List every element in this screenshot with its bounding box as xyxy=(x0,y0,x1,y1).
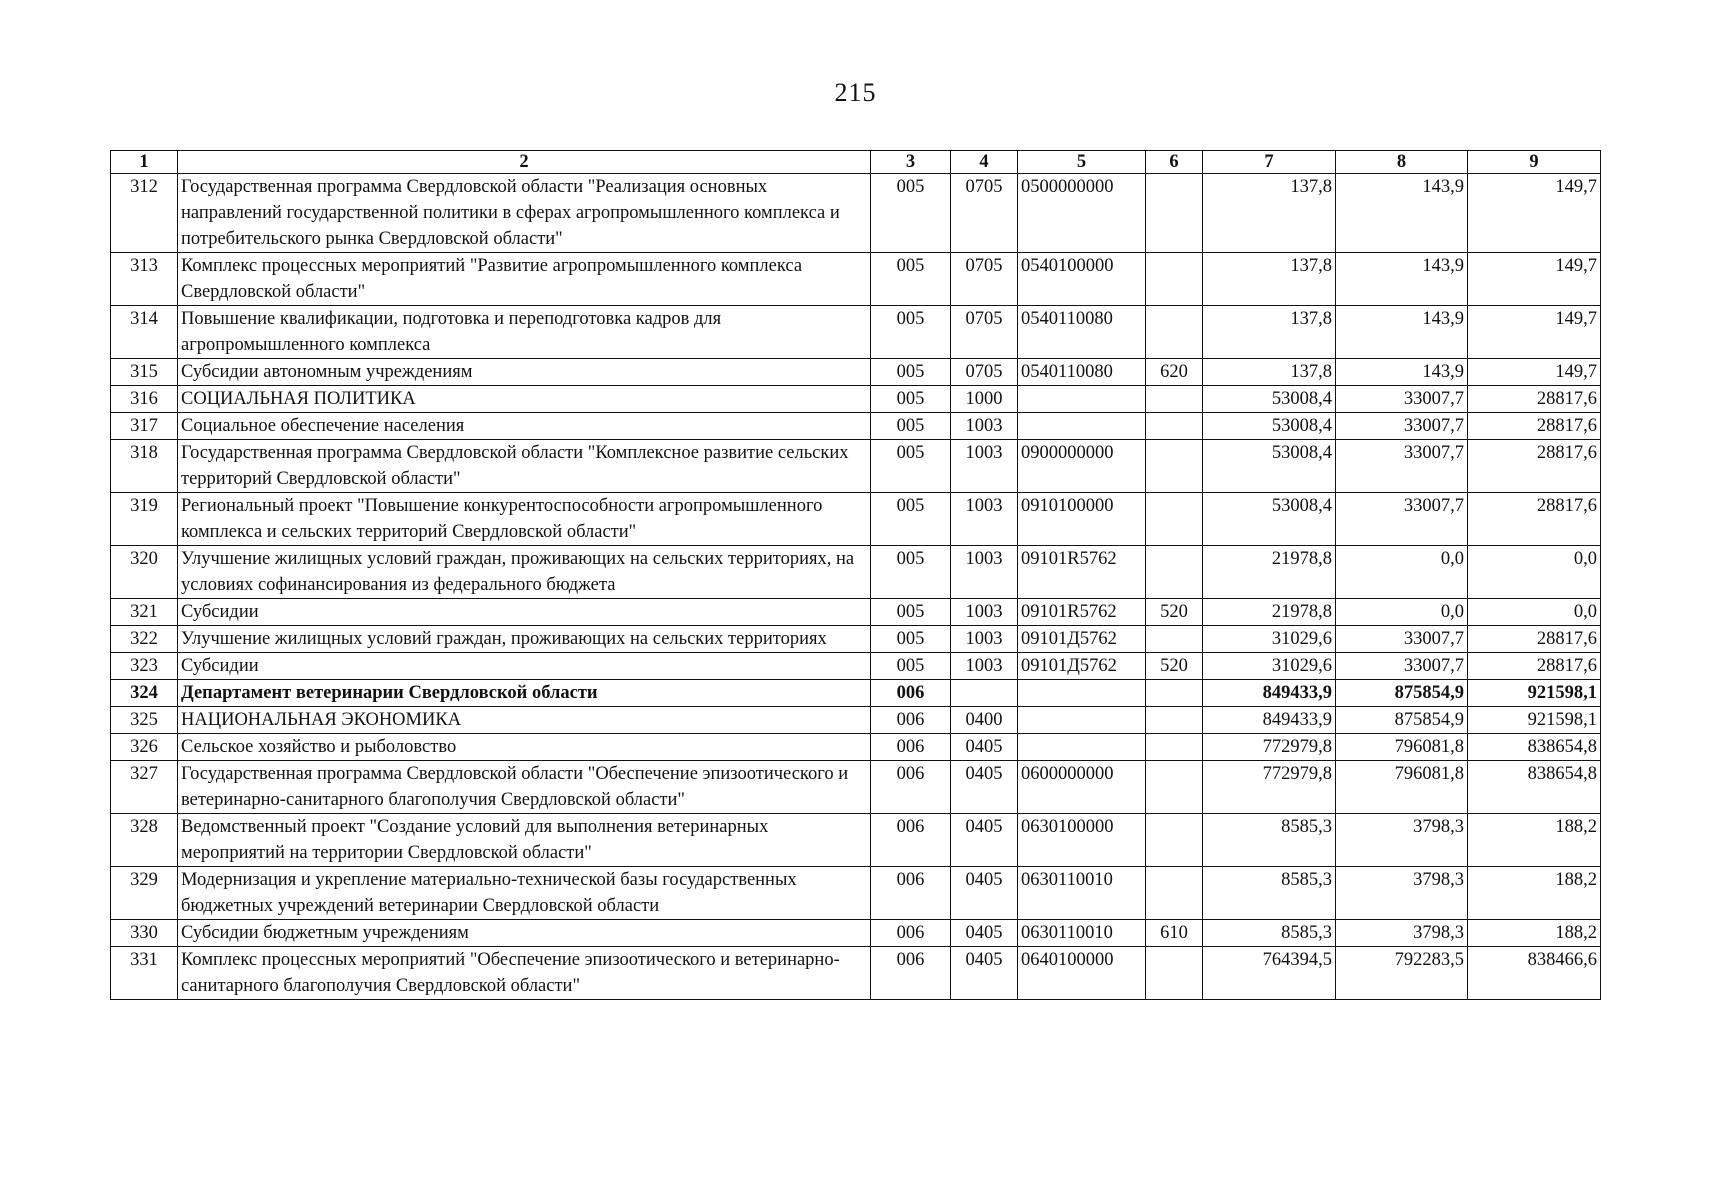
section-code-cell: 0405 xyxy=(951,761,1018,814)
table-body xyxy=(111,174,1601,1000)
amount-year1-cell: 8585,3 xyxy=(1203,814,1336,867)
amount-year2-cell: 0,0 xyxy=(1336,599,1468,626)
row-number-cell: 322 xyxy=(111,626,178,653)
ministry-code-cell: 005 xyxy=(871,359,951,386)
row-number-cell: 316 xyxy=(111,386,178,413)
section-code-cell: 0705 xyxy=(951,306,1018,359)
table-row xyxy=(111,814,1601,867)
row-name-cell: Сельское хозяйство и рыболовство xyxy=(178,734,871,761)
column-header: 3 xyxy=(871,151,951,174)
amount-year1-cell: 8585,3 xyxy=(1203,920,1336,947)
amount-year1-cell: 137,8 xyxy=(1203,253,1336,306)
amount-year1-cell: 137,8 xyxy=(1203,359,1336,386)
section-code-cell: 1003 xyxy=(951,546,1018,599)
budget-table xyxy=(110,150,1601,1000)
expense-type-cell xyxy=(1146,493,1203,546)
amount-year3-cell: 149,7 xyxy=(1468,253,1601,306)
amount-year1-cell: 772979,8 xyxy=(1203,761,1336,814)
table-row xyxy=(111,493,1601,546)
amount-year2-cell: 33007,7 xyxy=(1336,493,1468,546)
table-row xyxy=(111,680,1601,707)
ministry-code-cell: 006 xyxy=(871,680,951,707)
row-name-cell: Ведомственный проект "Создание условий для выполнения ветеринарных мероприятий на территории Свердловской области" xyxy=(178,814,871,867)
row-name-cell: Комплекс процессных мероприятий "Обеспечение эпизоотического и ветеринарно-санитарного благополучия Свердловской области" xyxy=(178,947,871,1000)
column-header: 8 xyxy=(1336,151,1468,174)
column-header: 7 xyxy=(1203,151,1336,174)
amount-year3-cell: 921598,1 xyxy=(1468,680,1601,707)
table-row xyxy=(111,306,1601,359)
target-article-cell: 0630110010 xyxy=(1018,867,1146,920)
table-row xyxy=(111,920,1601,947)
target-article-cell: 0540110080 xyxy=(1018,359,1146,386)
target-article-cell: 0640100000 xyxy=(1018,947,1146,1000)
ministry-code-cell: 006 xyxy=(871,814,951,867)
table-row xyxy=(111,626,1601,653)
row-number-cell: 313 xyxy=(111,253,178,306)
row-number-cell: 317 xyxy=(111,413,178,440)
table-row xyxy=(111,653,1601,680)
table-row xyxy=(111,546,1601,599)
table-row xyxy=(111,440,1601,493)
table-row xyxy=(111,867,1601,920)
target-article-cell: 0630110010 xyxy=(1018,920,1146,947)
column-header: 6 xyxy=(1146,151,1203,174)
amount-year2-cell: 792283,5 xyxy=(1336,947,1468,1000)
target-article-cell: 0900000000 xyxy=(1018,440,1146,493)
expense-type-cell xyxy=(1146,680,1203,707)
target-article-cell: 0540110080 xyxy=(1018,306,1146,359)
expense-type-cell xyxy=(1146,761,1203,814)
row-name-cell: Департамент ветеринарии Свердловской области xyxy=(178,680,871,707)
row-name-cell: Региональный проект "Повышение конкурентоспособности агропромышленного комплекса и сельских территорий Свердловской области" xyxy=(178,493,871,546)
target-article-cell: 0540100000 xyxy=(1018,253,1146,306)
row-number-cell: 315 xyxy=(111,359,178,386)
section-code-cell: 0705 xyxy=(951,174,1018,253)
amount-year1-cell: 53008,4 xyxy=(1203,386,1336,413)
target-article-cell: 0910100000 xyxy=(1018,493,1146,546)
ministry-code-cell: 005 xyxy=(871,174,951,253)
amount-year1-cell: 137,8 xyxy=(1203,174,1336,253)
row-number-cell: 325 xyxy=(111,707,178,734)
target-article-cell: 09101R5762 xyxy=(1018,599,1146,626)
target-article-cell xyxy=(1018,707,1146,734)
row-name-cell: Социальное обеспечение населения xyxy=(178,413,871,440)
section-code-cell: 0705 xyxy=(951,359,1018,386)
amount-year3-cell: 28817,6 xyxy=(1468,493,1601,546)
expense-type-cell xyxy=(1146,734,1203,761)
section-code-cell: 0400 xyxy=(951,707,1018,734)
amount-year3-cell: 28817,6 xyxy=(1468,626,1601,653)
section-code-cell: 0405 xyxy=(951,947,1018,1000)
target-article-cell: 09101R5762 xyxy=(1018,546,1146,599)
section-code-cell: 1003 xyxy=(951,413,1018,440)
row-number-cell: 329 xyxy=(111,867,178,920)
amount-year1-cell: 21978,8 xyxy=(1203,546,1336,599)
row-number-cell: 328 xyxy=(111,814,178,867)
target-article-cell xyxy=(1018,386,1146,413)
column-header: 9 xyxy=(1468,151,1601,174)
expense-type-cell xyxy=(1146,440,1203,493)
amount-year1-cell: 53008,4 xyxy=(1203,493,1336,546)
amount-year2-cell: 33007,7 xyxy=(1336,386,1468,413)
target-article-cell: 09101Д5762 xyxy=(1018,626,1146,653)
amount-year1-cell: 21978,8 xyxy=(1203,599,1336,626)
expense-type-cell xyxy=(1146,386,1203,413)
target-article-cell xyxy=(1018,734,1146,761)
expense-type-cell: 520 xyxy=(1146,653,1203,680)
column-header: 2 xyxy=(178,151,871,174)
row-number-cell: 326 xyxy=(111,734,178,761)
expense-type-cell xyxy=(1146,174,1203,253)
amount-year3-cell: 838654,8 xyxy=(1468,734,1601,761)
section-code-cell: 0405 xyxy=(951,867,1018,920)
amount-year1-cell: 772979,8 xyxy=(1203,734,1336,761)
amount-year3-cell: 149,7 xyxy=(1468,174,1601,253)
ministry-code-cell: 006 xyxy=(871,761,951,814)
amount-year3-cell: 188,2 xyxy=(1468,867,1601,920)
ministry-code-cell: 005 xyxy=(871,413,951,440)
target-article-cell: 0600000000 xyxy=(1018,761,1146,814)
amount-year1-cell: 764394,5 xyxy=(1203,947,1336,1000)
expense-type-cell xyxy=(1146,947,1203,1000)
row-name-cell: Государственная программа Свердловской области "Комплексное развитие сельских территорий Свердловской области" xyxy=(178,440,871,493)
row-name-cell: Субсидии xyxy=(178,653,871,680)
ministry-code-cell: 006 xyxy=(871,920,951,947)
table-row xyxy=(111,599,1601,626)
expense-type-cell xyxy=(1146,626,1203,653)
target-article-cell: 09101Д5762 xyxy=(1018,653,1146,680)
amount-year3-cell: 921598,1 xyxy=(1468,707,1601,734)
amount-year3-cell: 838466,6 xyxy=(1468,947,1601,1000)
amount-year1-cell: 849433,9 xyxy=(1203,680,1336,707)
amount-year3-cell: 0,0 xyxy=(1468,599,1601,626)
expense-type-cell xyxy=(1146,546,1203,599)
amount-year2-cell: 796081,8 xyxy=(1336,734,1468,761)
ministry-code-cell: 006 xyxy=(871,947,951,1000)
table-row xyxy=(111,734,1601,761)
amount-year3-cell: 188,2 xyxy=(1468,814,1601,867)
ministry-code-cell: 005 xyxy=(871,253,951,306)
ministry-code-cell: 006 xyxy=(871,867,951,920)
target-article-cell: 0500000000 xyxy=(1018,174,1146,253)
section-code-cell: 1003 xyxy=(951,493,1018,546)
amount-year2-cell: 875854,9 xyxy=(1336,680,1468,707)
row-number-cell: 323 xyxy=(111,653,178,680)
section-code-cell: 1003 xyxy=(951,599,1018,626)
expense-type-cell xyxy=(1146,413,1203,440)
row-name-cell: НАЦИОНАЛЬНАЯ ЭКОНОМИКА xyxy=(178,707,871,734)
amount-year1-cell: 8585,3 xyxy=(1203,867,1336,920)
target-article-cell xyxy=(1018,680,1146,707)
table-row xyxy=(111,413,1601,440)
section-code-cell: 0405 xyxy=(951,814,1018,867)
ministry-code-cell: 005 xyxy=(871,386,951,413)
row-name-cell: Субсидии бюджетным учреждениям xyxy=(178,920,871,947)
amount-year1-cell: 53008,4 xyxy=(1203,413,1336,440)
amount-year3-cell: 0,0 xyxy=(1468,546,1601,599)
amount-year2-cell: 33007,7 xyxy=(1336,653,1468,680)
ministry-code-cell: 005 xyxy=(871,599,951,626)
row-number-cell: 327 xyxy=(111,761,178,814)
table-row xyxy=(111,253,1601,306)
row-name-cell: Повышение квалификации, подготовка и переподготовка кадров для агропромышленного комплекса xyxy=(178,306,871,359)
amount-year2-cell: 0,0 xyxy=(1336,546,1468,599)
ministry-code-cell: 005 xyxy=(871,653,951,680)
section-code-cell: 1003 xyxy=(951,653,1018,680)
page-number: 215 xyxy=(834,78,877,107)
amount-year2-cell: 33007,7 xyxy=(1336,413,1468,440)
expense-type-cell xyxy=(1146,814,1203,867)
header-row xyxy=(111,151,1601,174)
amount-year2-cell: 143,9 xyxy=(1336,306,1468,359)
target-article-cell: 0630100000 xyxy=(1018,814,1146,867)
amount-year3-cell: 28817,6 xyxy=(1468,386,1601,413)
expense-type-cell xyxy=(1146,707,1203,734)
amount-year2-cell: 875854,9 xyxy=(1336,707,1468,734)
row-name-cell: Государственная программа Свердловской области "Обеспечение эпизоотического и ветеринарно-санитарного благополучия Свердловской области" xyxy=(178,761,871,814)
row-number-cell: 331 xyxy=(111,947,178,1000)
amount-year3-cell: 188,2 xyxy=(1468,920,1601,947)
table-row xyxy=(111,386,1601,413)
ministry-code-cell: 005 xyxy=(871,493,951,546)
amount-year2-cell: 33007,7 xyxy=(1336,440,1468,493)
column-header: 1 xyxy=(111,151,178,174)
row-number-cell: 324 xyxy=(111,680,178,707)
amount-year2-cell: 796081,8 xyxy=(1336,761,1468,814)
amount-year3-cell: 28817,6 xyxy=(1468,440,1601,493)
expense-type-cell xyxy=(1146,253,1203,306)
target-article-cell xyxy=(1018,413,1146,440)
amount-year1-cell: 849433,9 xyxy=(1203,707,1336,734)
table-row xyxy=(111,359,1601,386)
amount-year2-cell: 143,9 xyxy=(1336,359,1468,386)
expense-type-cell: 610 xyxy=(1146,920,1203,947)
amount-year1-cell: 53008,4 xyxy=(1203,440,1336,493)
amount-year2-cell: 3798,3 xyxy=(1336,814,1468,867)
amount-year2-cell: 143,9 xyxy=(1336,253,1468,306)
ministry-code-cell: 005 xyxy=(871,546,951,599)
row-number-cell: 312 xyxy=(111,174,178,253)
amount-year2-cell: 33007,7 xyxy=(1336,626,1468,653)
amount-year1-cell: 31029,6 xyxy=(1203,626,1336,653)
amount-year3-cell: 838654,8 xyxy=(1468,761,1601,814)
amount-year3-cell: 28817,6 xyxy=(1468,653,1601,680)
section-code-cell: 1003 xyxy=(951,440,1018,493)
amount-year3-cell: 28817,6 xyxy=(1468,413,1601,440)
expense-type-cell xyxy=(1146,306,1203,359)
row-number-cell: 319 xyxy=(111,493,178,546)
amount-year2-cell: 3798,3 xyxy=(1336,867,1468,920)
amount-year1-cell: 31029,6 xyxy=(1203,653,1336,680)
table-row xyxy=(111,761,1601,814)
section-code-cell xyxy=(951,680,1018,707)
row-name-cell: Субсидии автономным учреждениям xyxy=(178,359,871,386)
ministry-code-cell: 005 xyxy=(871,306,951,359)
amount-year2-cell: 3798,3 xyxy=(1336,920,1468,947)
ministry-code-cell: 006 xyxy=(871,707,951,734)
column-header: 5 xyxy=(1018,151,1146,174)
amount-year3-cell: 149,7 xyxy=(1468,306,1601,359)
row-number-cell: 318 xyxy=(111,440,178,493)
row-number-cell: 330 xyxy=(111,920,178,947)
row-number-cell: 320 xyxy=(111,546,178,599)
row-number-cell: 321 xyxy=(111,599,178,626)
row-name-cell: Модернизация и укрепление материально-технической базы государственных бюджетных учреждений ветеринарии Свердловской области xyxy=(178,867,871,920)
row-name-cell: Субсидии xyxy=(178,599,871,626)
row-name-cell: Улучшение жилищных условий граждан, проживающих на сельских территориях xyxy=(178,626,871,653)
row-name-cell: Улучшение жилищных условий граждан, проживающих на сельских территориях, на условиях софинансирования из федерального бюджета xyxy=(178,546,871,599)
table-row xyxy=(111,947,1601,1000)
section-code-cell: 1000 xyxy=(951,386,1018,413)
amount-year2-cell: 143,9 xyxy=(1336,174,1468,253)
row-name-cell: СОЦИАЛЬНАЯ ПОЛИТИКА xyxy=(178,386,871,413)
row-name-cell: Государственная программа Свердловской области "Реализация основных направлений государственной политики в сферах агропромышленного комплекса и потребительского рынка Свердловской области" xyxy=(178,174,871,253)
row-number-cell: 314 xyxy=(111,306,178,359)
row-name-cell: Комплекс процессных мероприятий "Развитие агропромышленного комплекса Свердловской области" xyxy=(178,253,871,306)
table-row xyxy=(111,174,1601,253)
ministry-code-cell: 005 xyxy=(871,440,951,493)
expense-type-cell xyxy=(1146,867,1203,920)
section-code-cell: 0405 xyxy=(951,920,1018,947)
expense-type-cell: 520 xyxy=(1146,599,1203,626)
table-row xyxy=(111,707,1601,734)
section-code-cell: 1003 xyxy=(951,626,1018,653)
expense-type-cell: 620 xyxy=(1146,359,1203,386)
section-code-cell: 0705 xyxy=(951,253,1018,306)
ministry-code-cell: 006 xyxy=(871,734,951,761)
section-code-cell: 0405 xyxy=(951,734,1018,761)
amount-year3-cell: 149,7 xyxy=(1468,359,1601,386)
amount-year1-cell: 137,8 xyxy=(1203,306,1336,359)
ministry-code-cell: 005 xyxy=(871,626,951,653)
column-header: 4 xyxy=(951,151,1018,174)
